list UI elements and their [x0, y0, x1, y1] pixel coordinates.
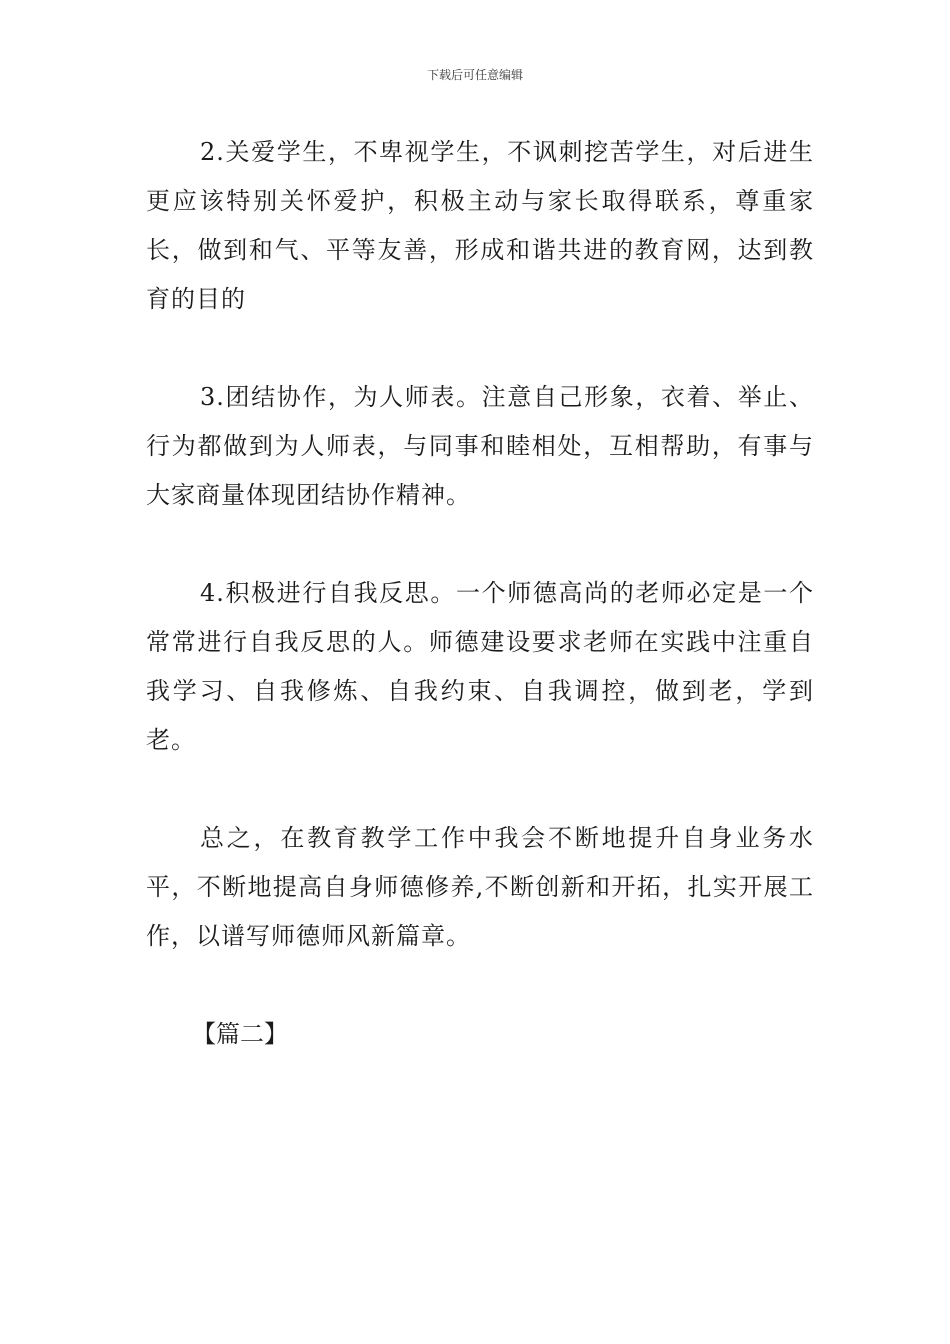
paragraph-2: 2.关爱学生，不卑视学生，不讽刺挖苦学生，对后进生更应该特别关怀爱护，积极主动与家长取得联系，尊重家长，做到和气、平等友善，形成和谐共进的教育网，达到教育的目的 — [146, 138, 814, 313]
paragraph-summary: 总之，在教育教学工作中我会不断地提升自身业务水平，不断地提高自身师德修养,不断创新和开拓，扎实开展工作，以谱写师德师风新篇章。 — [146, 824, 814, 950]
paragraph-3: 3.团结协作，为人师表。注意自己形象，衣着、举止、行为都做到为人师表，与同事和睦相处，互相帮助，有事与大家商量体现团结协作精神。 — [146, 383, 814, 509]
paragraph-4: 4.积极进行自我反思。一个师德高尚的老师必定是一个常常进行自我反思的人。师德建设要求老师在实践中注重自我学习、自我修炼、自我约束、自我调控，做到老，学到老。 — [146, 579, 814, 754]
document-body — [146, 128, 814, 1059]
page-header: 下载后可任意编辑 — [426, 68, 523, 82]
section-title: 【篇二】 — [192, 1020, 288, 1048]
